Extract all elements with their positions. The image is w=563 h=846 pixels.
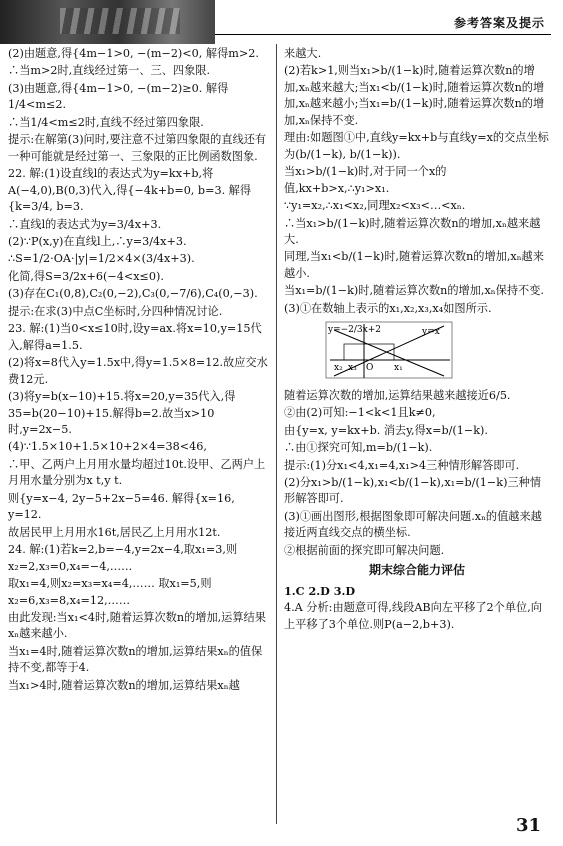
paragraph: (4)∵1.5×10+1.5×10+2×4=38<46, (8, 440, 207, 454)
paragraph: ∴由①探究可知,m=b/(1−k). (284, 441, 433, 455)
question-23: 23. 解:(1)当0<x≤10时,设y=ax.将x=10,y=15代入,解得a=1.5. (8, 322, 262, 352)
paragraph: (3)由题意,得{4m−1>0, −(m−2)≥0. 解得1/4<m≤2. (8, 81, 229, 112)
paragraph: (2)∵P(x,y)在直线l上,∴y=3/4x+3. (8, 234, 187, 248)
answer-line: 4.A 分析:由题意可得,线段AB向左平移了2个单位,向上平移了3个单位.则P(a−2,b+3). (284, 601, 542, 631)
paragraph: 则{y=x−4, 2y−5+2x−5=46. 解得{x=16, y=12. (8, 491, 235, 522)
paragraph: ②由(2)可知:−1<k<1且k≠0, (284, 406, 436, 420)
paragraph: ∵y₁=x₂,∴x₁<x₂,同理x₂<x₃<…<xₙ. (284, 199, 466, 213)
paragraph: (3)①在数轴上表示的x₁,x₂,x₃,x₄如图所示. (284, 301, 492, 315)
diagram-x-label: x₂ (334, 363, 343, 374)
paragraph: 由{y=x, y=kx+b. 消去y,得x=b/(1−k). (284, 423, 488, 437)
diagram-origin-label: O (366, 363, 374, 374)
paragraph: (2)若k>1,则当x₁>b/(1−k)时,随着运算次数n的增加,xₙ越来越大;当x₁<b/(1−k)时,随着运算次数n的增加,xₙ越来越小;当x₁=b/(1−k)时,随着运算次数n的增加,xₙ保持不变. (284, 64, 545, 127)
number-line-diagram (324, 320, 454, 380)
paragraph: 故居民甲上月用水16t,居民乙上月用水12t. (8, 525, 221, 539)
paragraph: 化简,得S=3/2x+6(−4<x≤0). (8, 269, 164, 283)
paragraph: (3)将y=b(x−10)+15.将x=20,y=35代入,得35=b(20−10)+15.解得b=2.故当x>10时,y=2x−5. (8, 390, 236, 436)
paragraph: (3)存在C₁(0,8),C₂(0,−2),C₃(0,−7/6),C₄(0,−3). (8, 287, 258, 301)
paragraph: 随着运算次数的增加,运算结果越来越接近6/5. (284, 388, 511, 402)
paragraph: ②根据前面的探究即可解决问题. (284, 543, 445, 557)
hint-paragraph: 提示:(1)分x₁<4,x₁=4,x₁>4三种情形解答即可. (284, 458, 520, 472)
left-column (8, 46, 270, 695)
paragraph: 当x₁>b/(1−k)时,对于同一个x的值,kx+b>x,∴y₁>x₁. (284, 165, 447, 195)
diagram-label-line2: y=x (422, 327, 440, 338)
paragraph: (2)由题意,得{4m−1>0, −(m−2)<0, 解得m>2. (8, 47, 259, 60)
paragraph: (3)①画出图形,根据图象即可解决问题.xₙ的值越来越接近两直线交点的横坐标. (284, 509, 542, 540)
answer-line: 1.C 2.D 3.D (284, 583, 356, 598)
question-22: 22. 解:(1)设直线l的表达式为y=kx+b,将A(−4,0),B(0,3)代入,得{−4k+b=0, b=3. 解得{k=3/4, b=3. (8, 167, 252, 214)
paragraph: (2)分x₁>b/(1−k),x₁<b/(1−k),x₁=b/(1−k)三种情形解答即可. (284, 475, 542, 506)
paragraph: 来越大. (284, 47, 322, 60)
paragraph: 由此发现:当x₁<4时,随着运算次数n的增加,运算结果xₙ越来越小. (8, 610, 266, 641)
paragraph: ∴当1/4<m≤2时,直线不经过第四象限. (8, 115, 204, 129)
paragraph: ∴甲、乙两户上月用水量均超过10t.设甲、乙两户上月用水量分别为x t,y t. (8, 457, 266, 488)
paragraph: 取x₁=4,则x₂=x₃=x₄=4,…… 取x₁=5,则x₂=6,x₃=8,x₄=12,…… (8, 577, 212, 607)
diagram-x-label: x₃ (348, 363, 357, 374)
paragraph: 理由:如题图①中,直线y=kx+b与直线y=x的交点坐标为(b/(1−k), b/(1−k)). (284, 131, 549, 161)
hint-paragraph: 提示:在解第(3)问时,要注意不过第四象限的直线还有一种可能就是经过第一、三象限的正比例函数图象. (8, 133, 267, 163)
paragraph: (2)将x=8代入y=1.5x中,得y=1.5×8=12.故应交水费12元. (8, 356, 268, 386)
diagram-label-line1: y=−2/3x+2 (328, 325, 381, 336)
paragraph: ∴直线l的表达式为y=3/4x+3. (8, 217, 162, 231)
paragraph: ∴当x₁>b/(1−k)时,随着运算次数n的增加,xₙ越来越大. (284, 216, 541, 246)
paragraph: ∴当m>2时,直线经过第一、三、四象限. (8, 64, 211, 78)
right-column (284, 46, 550, 634)
paragraph: 当x₁=4时,随着运算次数n的增加,运算结果xₙ的值保持不变,都等于4. (8, 644, 263, 675)
question-24: 24. 解:(1)若k=2,b=−4,y=2x−4,取x₁=3,则x₂=2,x₃=0,x₄=−4,…… (8, 543, 238, 573)
paragraph: 同理,当x₁<b/(1−k)时,随着运算次数n的增加,xₙ越来越小. (284, 250, 544, 280)
column-divider (276, 44, 277, 824)
page-number: 31 (515, 815, 541, 836)
header-rule (215, 34, 551, 35)
page-header-title: 参考答案及提示 (453, 16, 545, 30)
hint-paragraph: 提示:在求(3)中点C坐标时,分四种情况讨论. (8, 304, 223, 318)
paragraph: ∴S=1/2·OA·|y|=1/2×4×(3/4x+3). (8, 252, 195, 266)
section-title: 期末综合能力评估 (368, 563, 465, 578)
diagram-x-label: x₁ (394, 363, 403, 374)
paragraph: 当x₁>4时,随着运算次数n的增加,运算结果xₙ越 (8, 678, 240, 692)
header-banner-image (0, 0, 215, 44)
paragraph: 当x₁=b/(1−k)时,随着运算次数n的增加,xₙ保持不变. (284, 284, 544, 298)
